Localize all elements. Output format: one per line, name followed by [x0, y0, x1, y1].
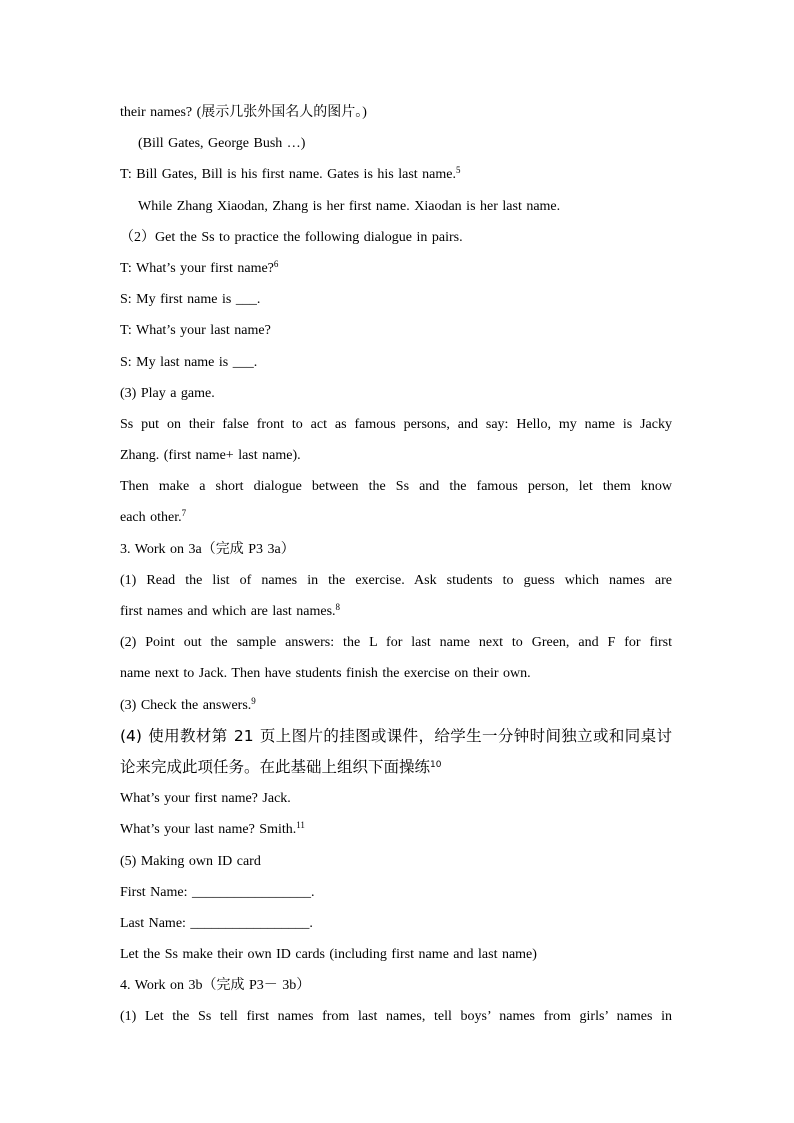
text-line: (3) Check the answers.$^9$ [120, 695, 256, 713]
text-line: their names? (展示几张外国名人的图片。) [120, 105, 367, 120]
text-line: S: My first name is ___. [120, 292, 261, 308]
text-line: (2) Point out the sample answers: the L for last name next to Green, and F for first [120, 635, 672, 651]
text-line: Let the Ss make their own ID cards (including first name and last name) [120, 947, 537, 963]
text-line: Zhang. (first name+ last name). [120, 448, 301, 464]
text-line: (3) Play a game. [120, 385, 215, 401]
text-line: (4) 使用教材第 21 页上图片的挂图或课件，给学生一分钟时间独立或和同桌讨 [120, 726, 672, 745]
text-line: Last Name: _________________. [120, 915, 313, 931]
footnote-marker: 9 [251, 695, 256, 706]
text-line: each other.$^7$ [120, 508, 187, 526]
text-line: (1) Read the list of names in the exercise. Ask students to guess which names are [120, 572, 672, 588]
footnote-marker: 11 [296, 820, 305, 831]
text-line: While Zhang Xiaodan, Zhang is her first name. Xiaodan is her last name. [138, 198, 561, 214]
footnote-marker: 5 [456, 165, 461, 176]
text-line: （2）Get the Ss to practice the following dialogue in pairs. [120, 229, 463, 245]
footnote-marker: 7 [181, 508, 187, 519]
footnote-marker: 6 [273, 258, 279, 269]
text-line: 论来完成此项任务。在此基础上组织下面操练$^{10}$ [120, 757, 442, 776]
text-line: Ss put on their false front to act as famous persons, and say: Hello, my name is Jacky [120, 416, 672, 432]
text-line: First Name: _________________. [120, 884, 315, 900]
text-line: first names and which are last names.$^8$ [120, 602, 341, 619]
text-line: Then make a short dialogue between the Ss and the famous person, let them know [120, 479, 672, 495]
text-line: T: Bill Gates, Bill is his first name. Gates is his last name.$^5$ [120, 165, 461, 183]
text-line: (5) Making own ID card [120, 853, 261, 869]
text-line: What’s your last name? Smith.$^{11}$ [120, 820, 305, 838]
footnote-marker: 10 [430, 759, 442, 770]
text-line: name next to Jack. Then have students finish the exercise on their own. [120, 666, 531, 682]
text-line: What’s your first name? Jack. [120, 791, 291, 807]
text-line: S: My last name is ___. [120, 354, 258, 370]
text-line: (Bill Gates, George Bush …) [138, 136, 306, 152]
text-line: T: What’s your last name? [120, 323, 271, 339]
text-line: T: What’s your first name?$^6$ [120, 258, 279, 276]
section-heading: 4. Work on 3b（完成 P3－ 3b） [120, 978, 311, 994]
footnote-marker: 8 [335, 602, 341, 612]
document-body [120, 97, 672, 1033]
text-line: (1) Let the Ss tell first names from last names, tell boys’ names from girls’ names in [120, 1009, 672, 1025]
section-heading: 3. Work on 3a（完成 P3 3a） [120, 541, 295, 557]
